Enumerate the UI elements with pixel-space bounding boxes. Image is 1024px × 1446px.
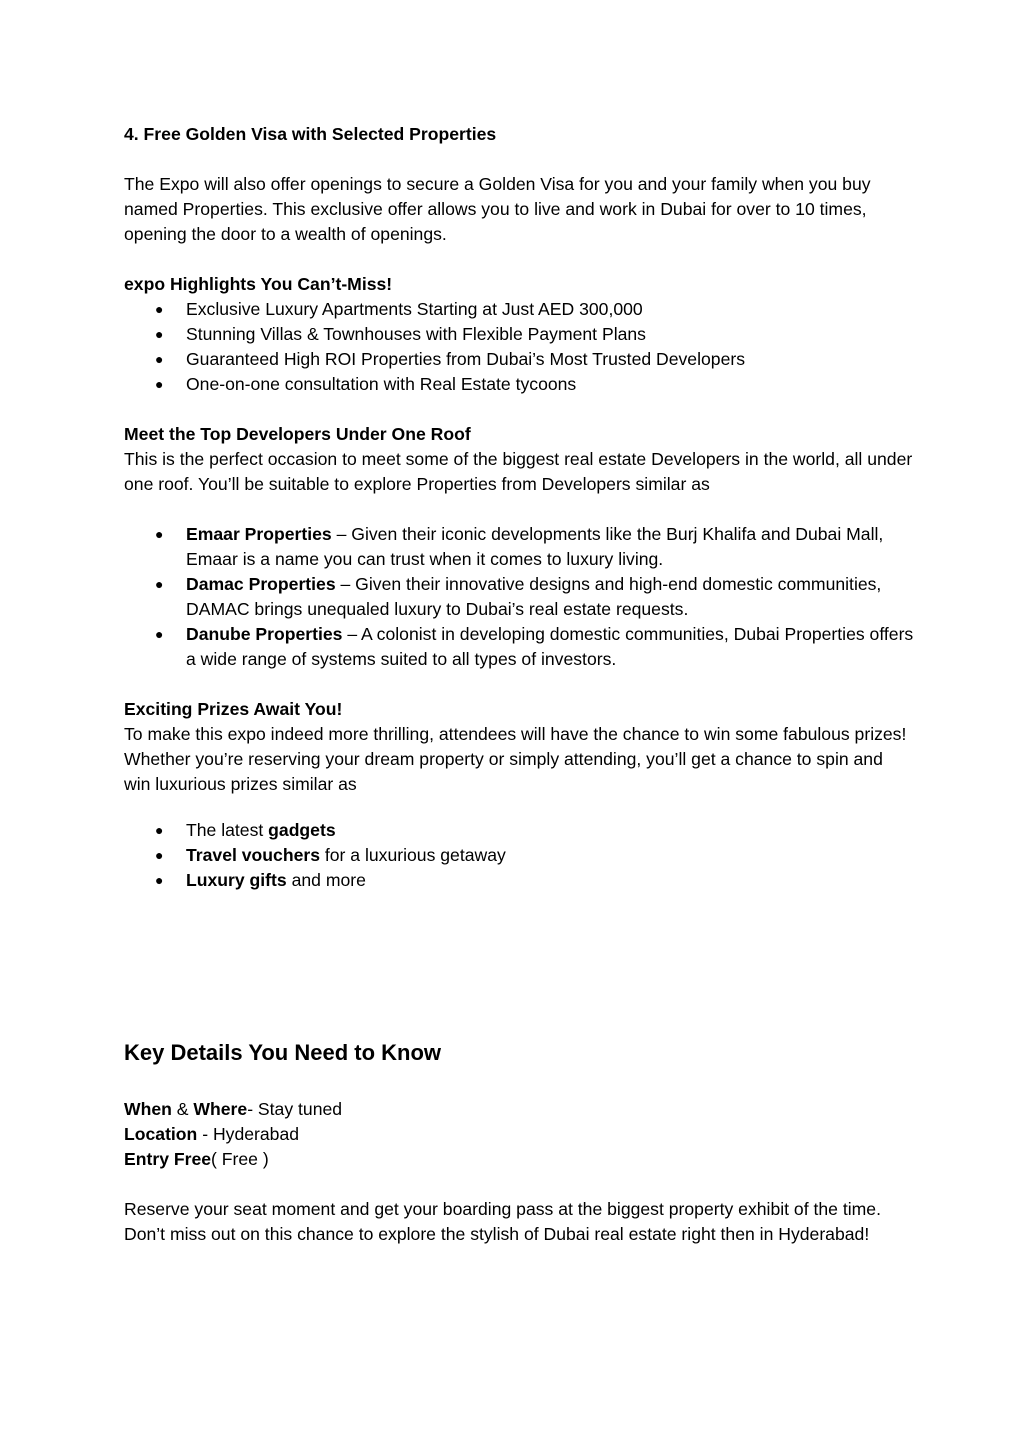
when-where-line: When & Where- Stay tuned <box>124 1099 343 1119</box>
bullet-icon: ● <box>155 847 164 863</box>
bullet-icon: ● <box>155 351 164 367</box>
prizes-heading: Exciting Prizes Await You! <box>124 699 343 719</box>
visa-heading: 4. Free Golden Visa with Selected Properties <box>124 124 497 144</box>
developer-name: Emaar Properties <box>186 524 332 544</box>
list-item: ● One-on-one consultation with Real Estate tycoons <box>124 372 914 397</box>
bullet-icon: ● <box>155 872 164 888</box>
developer-desc: – Given their iconic developments like the Burj Khalifa and Dubai Mall, Emaar is a name you can trust when it comes to luxury living. <box>186 524 884 569</box>
bullet-icon: ● <box>155 822 164 838</box>
visa-body: The Expo will also offer openings to secure a Golden Visa for you and your family when you buy named Properties. This exclusive offer allows you to live and work in Dubai for over to 10 times, opening the door to a wealth of openings. <box>124 174 871 244</box>
bullet-icon: ● <box>155 301 164 317</box>
list-item <box>124 522 914 572</box>
bullet-icon: ● <box>155 326 164 342</box>
bullet-icon: ● <box>155 626 164 642</box>
highlights-list <box>124 297 914 397</box>
bullet-icon: ● <box>155 526 164 542</box>
developers-heading: Meet the Top Developers Under One Roof <box>124 424 471 444</box>
key-details-heading: Key Details You Need to Know <box>124 1040 442 1065</box>
bullet-icon: ● <box>155 576 164 592</box>
list-item: ● Stunning Villas & Townhouses with Flexible Payment Plans <box>124 322 914 347</box>
document-page <box>124 122 914 1247</box>
developer-name: Danube Properties <box>186 624 343 644</box>
bullet-icon: ● <box>155 376 164 392</box>
list-item <box>124 572 914 622</box>
developer-name: Damac Properties <box>186 574 336 594</box>
developer-desc: – Given their innovative designs and high-end domestic communities, DAMAC brings unequaled luxury to Dubai’s real estate requests. <box>186 574 882 619</box>
prizes-intro: To make this expo indeed more thrilling, attendees will have the chance to win some fabulous prizes! Whether you’re reserving your dream property or simply attending, you’ll get a chance to spin and win luxurious prizes similar as <box>124 724 907 794</box>
location-line: Location - Hyderabad <box>124 1124 300 1144</box>
developers-intro: This is the perfect occasion to meet some of the biggest real estate Developers in the world, all under one roof. You’ll be suitable to explore Properties from Developers similar as <box>124 449 913 494</box>
developer-desc: – A colonist in developing domestic communities, Dubai Properties offers a wide range of systems suited to all types of investors. <box>186 624 914 669</box>
list-item: ● Luxury gifts and more <box>124 868 914 893</box>
entry-line: Entry Free( Free ) <box>124 1149 269 1169</box>
list-item: ● Travel vouchers for a luxurious getaway <box>124 843 914 868</box>
list-item: ● Exclusive Luxury Apartments Starting at Just AED 300,000 <box>124 297 914 322</box>
developers-list <box>124 522 914 672</box>
highlights-heading: expo Highlights You Can’t-Miss! <box>124 274 393 294</box>
prizes-list <box>124 818 914 893</box>
list-item: ● The latest gadgets <box>124 818 914 843</box>
list-item <box>124 622 914 672</box>
list-item: ● Guaranteed High ROI Properties from Dubai’s Most Trusted Developers <box>124 347 914 372</box>
closing-paragraph: Reserve your seat moment and get your boarding pass at the biggest property exhibit of the time. Don’t miss out on this chance to explore the stylish of Dubai real estate right then in Hyderabad! <box>124 1199 881 1244</box>
